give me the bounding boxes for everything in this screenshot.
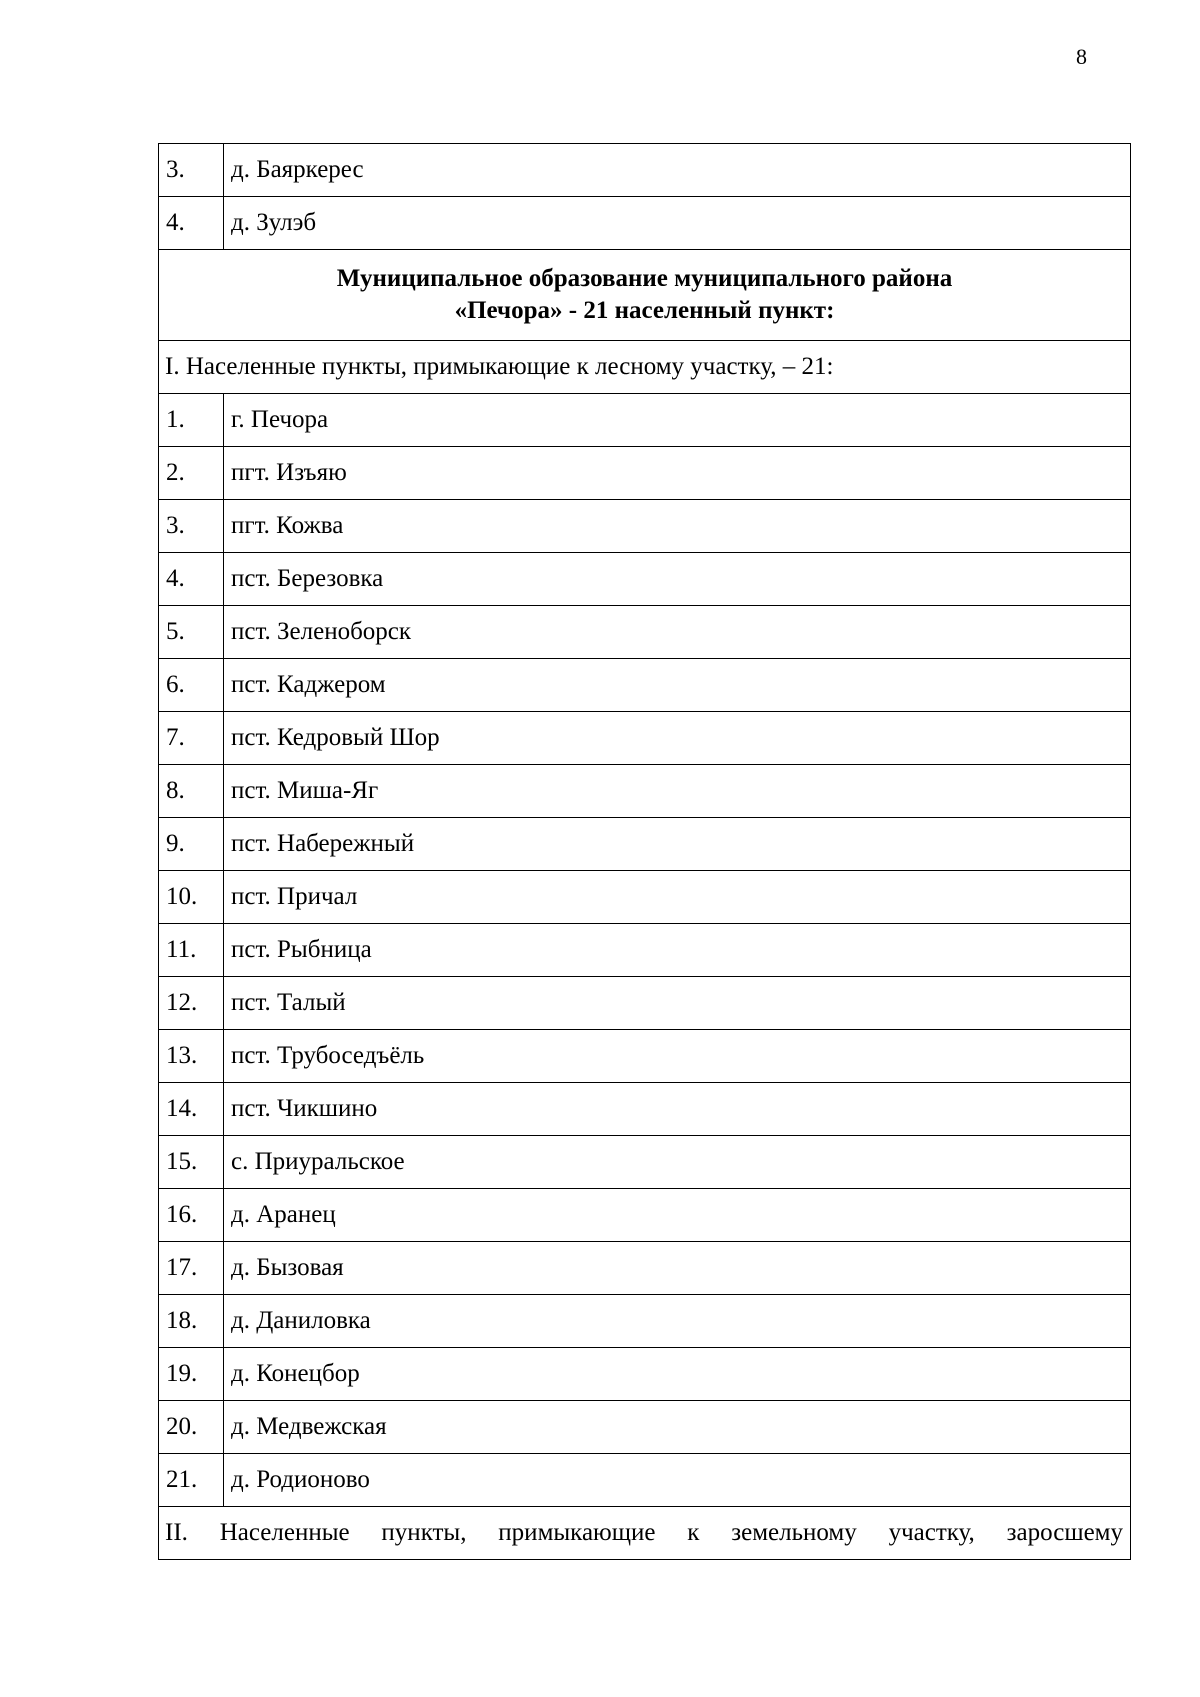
row-number: 15. — [159, 1136, 224, 1189]
table-row — [159, 712, 1131, 765]
row-number: 17. — [159, 1242, 224, 1295]
table-row — [159, 1189, 1131, 1242]
table-row — [159, 500, 1131, 553]
table-row — [159, 447, 1131, 500]
table-row — [159, 1348, 1131, 1401]
settlement-name: пст. Рыбница — [224, 924, 1131, 977]
table-row — [159, 977, 1131, 1030]
row-number: 16. — [159, 1189, 224, 1242]
table-row — [159, 1401, 1131, 1454]
row-number: 4. — [159, 197, 224, 250]
row-number: 3. — [159, 144, 224, 197]
settlement-name: д. Даниловка — [224, 1295, 1131, 1348]
heading-line: Муниципальное образование муниципального района — [336, 265, 953, 292]
settlement-name: с. Приуральское — [224, 1136, 1131, 1189]
row-number: 21. — [159, 1454, 224, 1507]
row-number: 11. — [159, 924, 224, 977]
settlement-name: г. Печора — [224, 394, 1131, 447]
row-number: 18. — [159, 1295, 224, 1348]
row-number: 6. — [159, 659, 224, 712]
row-number: 13. — [159, 1030, 224, 1083]
settlement-name: д. Родионово — [224, 1454, 1131, 1507]
settlement-name: пст. Березовка — [224, 553, 1131, 606]
row-number: 4. — [159, 553, 224, 606]
table-row — [159, 606, 1131, 659]
section-row — [159, 341, 1131, 394]
table-row — [159, 871, 1131, 924]
row-number: 14. — [159, 1083, 224, 1136]
table-row — [159, 394, 1131, 447]
table-row — [159, 1136, 1131, 1189]
settlement-name: пст. Миша-Яг — [224, 765, 1131, 818]
table-row — [159, 197, 1131, 250]
row-number: 2. — [159, 447, 224, 500]
settlement-name: пст. Трубоседъёль — [224, 1030, 1131, 1083]
settlements-table — [158, 143, 1131, 1560]
page-number: 8 — [1076, 44, 1087, 69]
settlement-name: пст. Зеленоборск — [224, 606, 1131, 659]
table-row — [159, 924, 1131, 977]
settlement-name: д. Конецбор — [224, 1348, 1131, 1401]
row-number: 7. — [159, 712, 224, 765]
settlement-name: д. Аранец — [224, 1189, 1131, 1242]
row-number: 5. — [159, 606, 224, 659]
table-row — [159, 1295, 1131, 1348]
section-title: II. Населенные пункты, примыкающие к земельному участку, заросшему — [159, 1507, 1131, 1560]
table-row — [159, 818, 1131, 871]
row-number: 19. — [159, 1348, 224, 1401]
settlement-name: пст. Талый — [224, 977, 1131, 1030]
settlement-name: пст. Каджером — [224, 659, 1131, 712]
heading-line: «Печора» - 21 населенный пункт: — [454, 297, 835, 324]
section-row — [159, 1507, 1131, 1560]
table-row — [159, 1030, 1131, 1083]
table-row — [159, 1242, 1131, 1295]
table-row — [159, 659, 1131, 712]
municipality-heading-row — [159, 250, 1131, 341]
municipality-heading — [159, 250, 1131, 341]
section-title: I. Населенные пункты, примыкающие к лесному участку, – 21: — [159, 341, 1131, 394]
table-row — [159, 1083, 1131, 1136]
settlement-name: д. Зулэб — [224, 197, 1131, 250]
table-row — [159, 144, 1131, 197]
table-row — [159, 553, 1131, 606]
settlement-name: пгт. Кожва — [224, 500, 1131, 553]
settlement-name: пст. Набережный — [224, 818, 1131, 871]
table-row — [159, 1454, 1131, 1507]
row-number: 9. — [159, 818, 224, 871]
settlement-name: д. Бызовая — [224, 1242, 1131, 1295]
settlement-name: д. Баяркерес — [224, 144, 1131, 197]
settlement-name: д. Медвежская — [224, 1401, 1131, 1454]
row-number: 1. — [159, 394, 224, 447]
settlements-list — [159, 394, 1131, 1507]
row-number: 10. — [159, 871, 224, 924]
row-number: 12. — [159, 977, 224, 1030]
row-number: 20. — [159, 1401, 224, 1454]
row-number: 8. — [159, 765, 224, 818]
settlement-name: пст. Чикшино — [224, 1083, 1131, 1136]
settlement-name: пст. Причал — [224, 871, 1131, 924]
settlement-name: пст. Кедровый Шор — [224, 712, 1131, 765]
settlement-name: пгт. Изъяю — [224, 447, 1131, 500]
table-row — [159, 765, 1131, 818]
row-number: 3. — [159, 500, 224, 553]
